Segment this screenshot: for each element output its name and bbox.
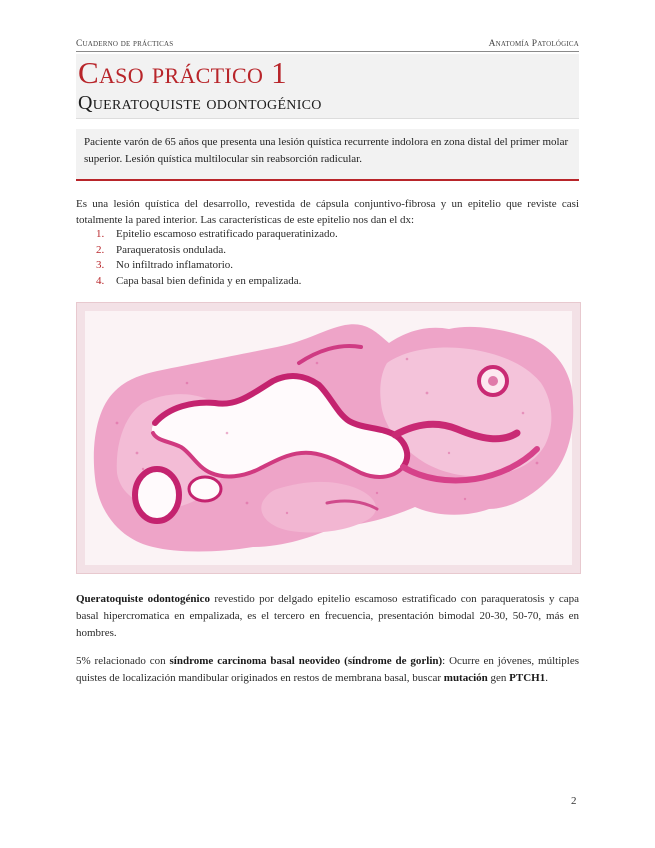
intro-paragraph: Es una lesión quística del desarrollo, revestida de cápsula conjuntivo-fibrosa y un epitelio que reviste casi totalmente la pared interior. Las características de este epitelio nos dan el dx: bbox=[76, 198, 579, 226]
page-number: 2 bbox=[571, 795, 577, 807]
header-left: Cuaderno de prácticas bbox=[76, 39, 174, 49]
case-description-box bbox=[76, 129, 579, 181]
bold-term: PTCH1 bbox=[509, 672, 546, 684]
bold-term: Queratoquiste odontogénico bbox=[76, 593, 210, 605]
paragraph-text: : Ocurre en jóvenes, múltiples quistes de localización mandibular originados en restos de membrana basal, buscar bbox=[76, 655, 579, 684]
paragraph-keratocyst bbox=[76, 591, 579, 642]
list-text: Capa basal bien definida y en empalizada. bbox=[116, 274, 302, 287]
histology-image bbox=[76, 302, 581, 574]
bold-term: mutación bbox=[443, 672, 488, 684]
paragraph-text: . bbox=[545, 672, 548, 684]
header-rule bbox=[76, 51, 579, 52]
list-number: 3. bbox=[96, 259, 105, 271]
case-description: Paciente varón de 65 años que presenta una lesión quística recurrente indolora en zona distal del primer molar superior. Lesión quística multilocular sin reabsorción radicular. bbox=[84, 136, 569, 165]
list-item bbox=[96, 227, 338, 243]
paragraph-text: gen bbox=[487, 672, 510, 684]
list-number: 2. bbox=[96, 243, 105, 256]
paragraph-gorlin bbox=[76, 653, 579, 687]
title-box bbox=[76, 54, 579, 119]
histology-micrograph bbox=[77, 303, 580, 573]
case-subtitle: Queratoquiste odontogénico bbox=[78, 92, 322, 114]
paragraph-text: 5% relacionado con bbox=[76, 655, 170, 667]
case-title: Caso práctico 1 bbox=[78, 55, 287, 90]
list-item bbox=[96, 274, 338, 290]
feature-list bbox=[96, 227, 338, 289]
list-item bbox=[96, 258, 338, 274]
paragraph-text: revestido por delgado epitelio escamoso estratificado con paraqueratosis y capa basal hipercromatica en empalizada, es el tercero en frecuencia, presentación bimodal 20-30, 50-70, más en hombres. bbox=[76, 593, 579, 639]
list-text: Epitelio escamoso estratificado paraqueratinizado. bbox=[116, 228, 338, 240]
list-text: Paraqueratosis ondulada. bbox=[116, 243, 226, 256]
header-right: Anatomía Patológica bbox=[488, 39, 579, 49]
list-text: No infiltrado inflamatorio. bbox=[116, 259, 233, 271]
list-number: 1. bbox=[96, 228, 105, 240]
bold-term: síndrome carcinoma basal neovideo (síndrome de gorlin) bbox=[169, 655, 443, 667]
list-number: 4. bbox=[96, 274, 105, 287]
list-item bbox=[96, 243, 338, 259]
